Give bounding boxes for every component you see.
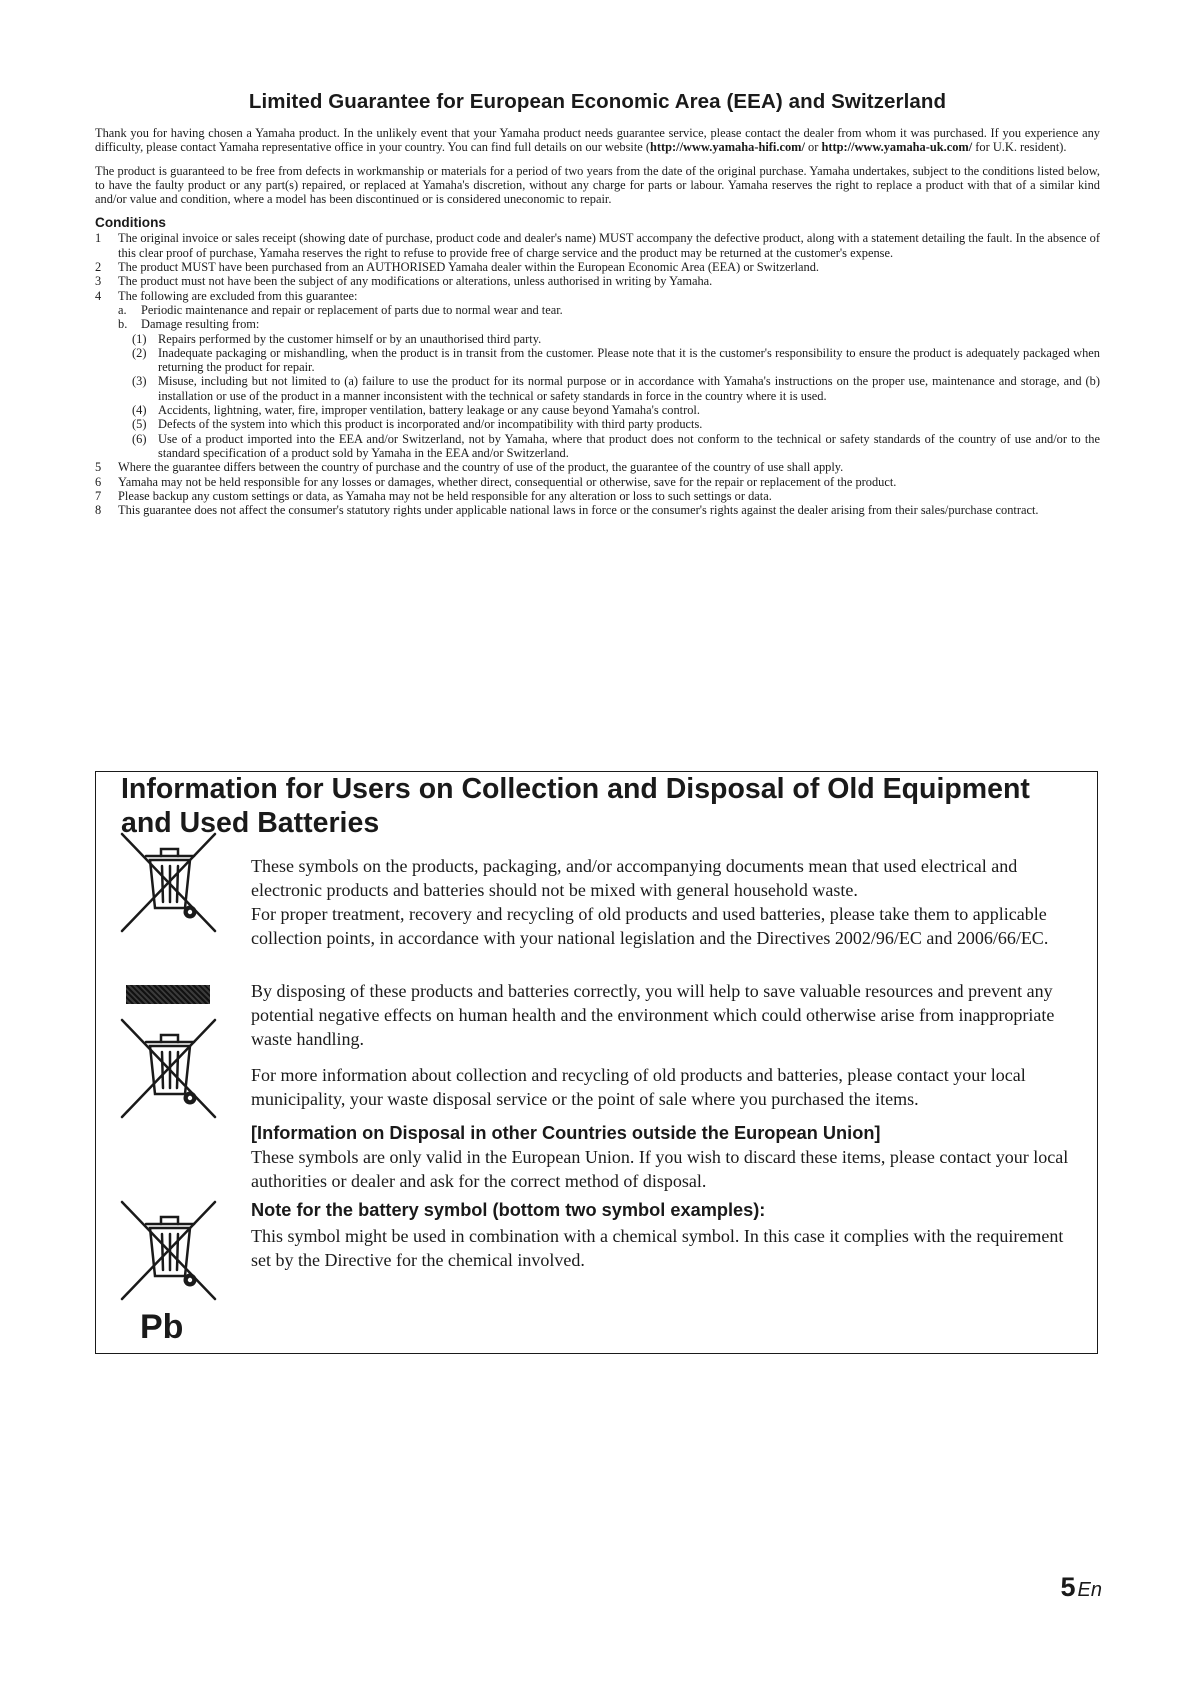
- cause-number: (3): [132, 374, 147, 389]
- condition-letter: b.: [118, 317, 128, 332]
- guarantee-section: [95, 90, 1100, 517]
- non-eu-heading: [Information on Disposal in other Countries outside the European Union]: [251, 1123, 881, 1143]
- damage-cause-5: [95, 417, 1100, 431]
- disposal-para-2: For proper treatment, recovery and recycling of old products and used batteries, please take them to applicable collection points, in accordance with your national legislation and the Directives 2002/96/EC and 2006/66/EC.: [251, 904, 1049, 948]
- condition-4: [95, 289, 1100, 303]
- yamaha-uk-link[interactable]: http://www.yamaha-uk.com/: [821, 140, 973, 155]
- battery-note-heading: Note for the battery symbol (bottom two symbol examples):: [251, 1200, 766, 1220]
- page-footer: [1061, 1572, 1103, 1603]
- cause-text: Accidents, lightning, water, fire, improper ventilation, battery leakage or any cause beyond Yamaha's control.: [158, 403, 700, 418]
- condition-6: [95, 475, 1100, 489]
- page-number: 5: [1060, 1572, 1076, 1602]
- condition-2: [95, 260, 1100, 274]
- condition-number: 5: [95, 460, 102, 475]
- condition-7: [95, 489, 1100, 503]
- cause-number: (6): [132, 431, 147, 446]
- intro-text: Thank you for having chosen a Yamaha product. In the unlikely event that your Yamaha product needs guarantee service, please contact the dealer from whom it was purchased. If you experience any difficulty, please contact Yamaha representative office in your country. You can find full details on our website (: [95, 126, 1100, 155]
- lead-chemical-symbol: Pb: [140, 1308, 184, 1346]
- disposal-title: Information for Users on Collection and Disposal of Old Equipment and Used Batteries: [121, 773, 1030, 839]
- yamaha-hifi-link[interactable]: http://www.yamaha-hifi.com/: [650, 140, 805, 155]
- guarantee-terms: The product is guaranteed to be free from defects in workmanship or materials for a period of two years from the date of the original purchase. Yamaha undertakes, subject to the conditions listed below, to have the faulty product or any part(s) repaired, or replaced at Yamaha's discretion, without any charge for parts or labour. Yamaha reserves the right to replace a product with that of a similar kind and/or value and condition, where a model has been discontinued or is considered uneconomic to repair.: [95, 163, 1100, 207]
- condition-number: 8: [95, 503, 102, 518]
- condition-number: 2: [95, 260, 102, 275]
- damage-cause-4: [95, 403, 1100, 417]
- condition-text: Periodic maintenance and repair or replacement of parts due to normal wear and tear.: [141, 302, 563, 317]
- condition-5: [95, 460, 1100, 474]
- guarantee-title: Limited Guarantee for European Economic Area (EEA) and Switzerland: [248, 90, 947, 113]
- condition-4b: [95, 317, 1100, 331]
- condition-text: The original invoice or sales receipt (showing date of purchase, product code and dealer's name) MUST accompany the defective product, along with a statement detailing the fault. In the absence of this clear proof of purchase, Yamaha reserves the right to refuse to provide free of charge service and the product may be returned at the customer's expense.: [118, 231, 1100, 260]
- condition-number: 3: [95, 274, 102, 289]
- cause-text: Misuse, including but not limited to (a) failure to use the product for its normal purpose or in accordance with Yamaha's instructions on the proper use, maintenance and storage, and (b) installation or use of the product in a manner inconsistent with the technical or safety standards in force in the country where it is used.: [158, 374, 1100, 403]
- disposal-para-3: By disposing of these products and batteries correctly, you will help to save valuable resources and prevent any potential negative effects on human health and the environment which could otherwise arise from inappropriate waste handling.: [251, 981, 1055, 1049]
- cause-number: (4): [132, 403, 147, 418]
- crossed-bin-icon: [116, 1198, 221, 1303]
- damage-cause-2: [95, 346, 1100, 375]
- condition-letter: a.: [118, 302, 127, 317]
- guarantee-intro: [95, 126, 1100, 155]
- condition-4a: [95, 303, 1100, 317]
- cause-text: Repairs performed by the customer himself or by an unauthorised third party.: [158, 331, 542, 346]
- page-language: En: [1077, 1579, 1102, 1601]
- condition-number: 1: [95, 231, 102, 246]
- condition-text: Where the guarantee differs between the country of purchase and the country of use of the product, the guarantee of the country of use shall apply.: [118, 460, 844, 475]
- disposal-para-4: For more information about collection and recycling of old products and batteries, please contact your local municipality, your waste disposal service or the point of sale where you purchased the items.: [251, 1065, 1026, 1109]
- condition-text: Please backup any custom settings or data, as Yamaha may not be held responsible for any alteration or loss to such settings or data.: [118, 488, 772, 503]
- condition-text: This guarantee does not affect the consumer's statutory rights under applicable national laws in force or the consumer's rights against the dealer arising from their sales/purchase contract.: [118, 503, 1039, 518]
- crossed-bin-icon: [116, 1016, 221, 1121]
- cause-number: (1): [132, 331, 147, 346]
- intro-text-end: for U.K. resident).: [972, 140, 1067, 155]
- damage-cause-6: [95, 432, 1100, 461]
- cause-text: Use of a product imported into the EEA and/or Switzerland, not by Yamaha, where that product does not conform to the technical or safety standards of the country of use and/or to the standard specification of a product sold by Yamaha in the EEA and/or Switzerland.: [158, 431, 1100, 460]
- condition-text: The product must not have been the subject of any modifications or alterations, unless authorised in writing by Yamaha.: [118, 274, 713, 289]
- condition-text: The product MUST have been purchased from an AUTHORISED Yamaha dealer within the European Economic Area (EEA) or Switzerland.: [118, 260, 820, 275]
- condition-1: [95, 231, 1100, 260]
- condition-text: The following are excluded from this guarantee:: [118, 288, 358, 303]
- battery-note-text: This symbol might be used in combination with a chemical symbol. In this case it complies with the requirement set by the Directive for the chemical involved.: [251, 1226, 1064, 1270]
- condition-number: 6: [95, 474, 102, 489]
- crossed-bin-icon: [116, 830, 221, 935]
- cause-number: (2): [132, 345, 147, 360]
- conditions-list: [95, 231, 1100, 517]
- disposal-info-box: [95, 771, 1098, 1354]
- cause-text: Inadequate packaging or mishandling, when the product is in transit from the customer. Please note that it is the customer's responsibility to ensure the product is adequately packaged when returning the product for repair.: [158, 345, 1100, 375]
- conditions-heading: Conditions: [95, 215, 166, 231]
- disposal-para-1: These symbols on the products, packaging, and/or accompanying documents mean that used electrical and electronic products and batteries should not be mixed with general household waste.: [251, 856, 1018, 900]
- cause-number: (5): [132, 417, 147, 432]
- damage-cause-1: [95, 332, 1100, 346]
- or-text: or: [804, 140, 822, 155]
- condition-number: 7: [95, 488, 102, 503]
- condition-3: [95, 274, 1100, 288]
- non-eu-text: These symbols are only valid in the European Union. If you wish to discard these items, please contact your local authorities or dealer and ask for the correct method of disposal.: [251, 1147, 1069, 1191]
- condition-8: [95, 503, 1100, 517]
- cause-text: Defects of the system into which this product is incorporated and/or incompatibility with third party products.: [158, 417, 703, 432]
- condition-number: 4: [95, 288, 102, 303]
- condition-text: Yamaha may not be held responsible for any losses or damages, whether direct, consequential or otherwise, save for the repair or replacement of the product.: [118, 474, 897, 489]
- damage-cause-3: [95, 374, 1100, 403]
- condition-text: Damage resulting from:: [141, 317, 260, 332]
- bin-underline-bar: [126, 985, 210, 1004]
